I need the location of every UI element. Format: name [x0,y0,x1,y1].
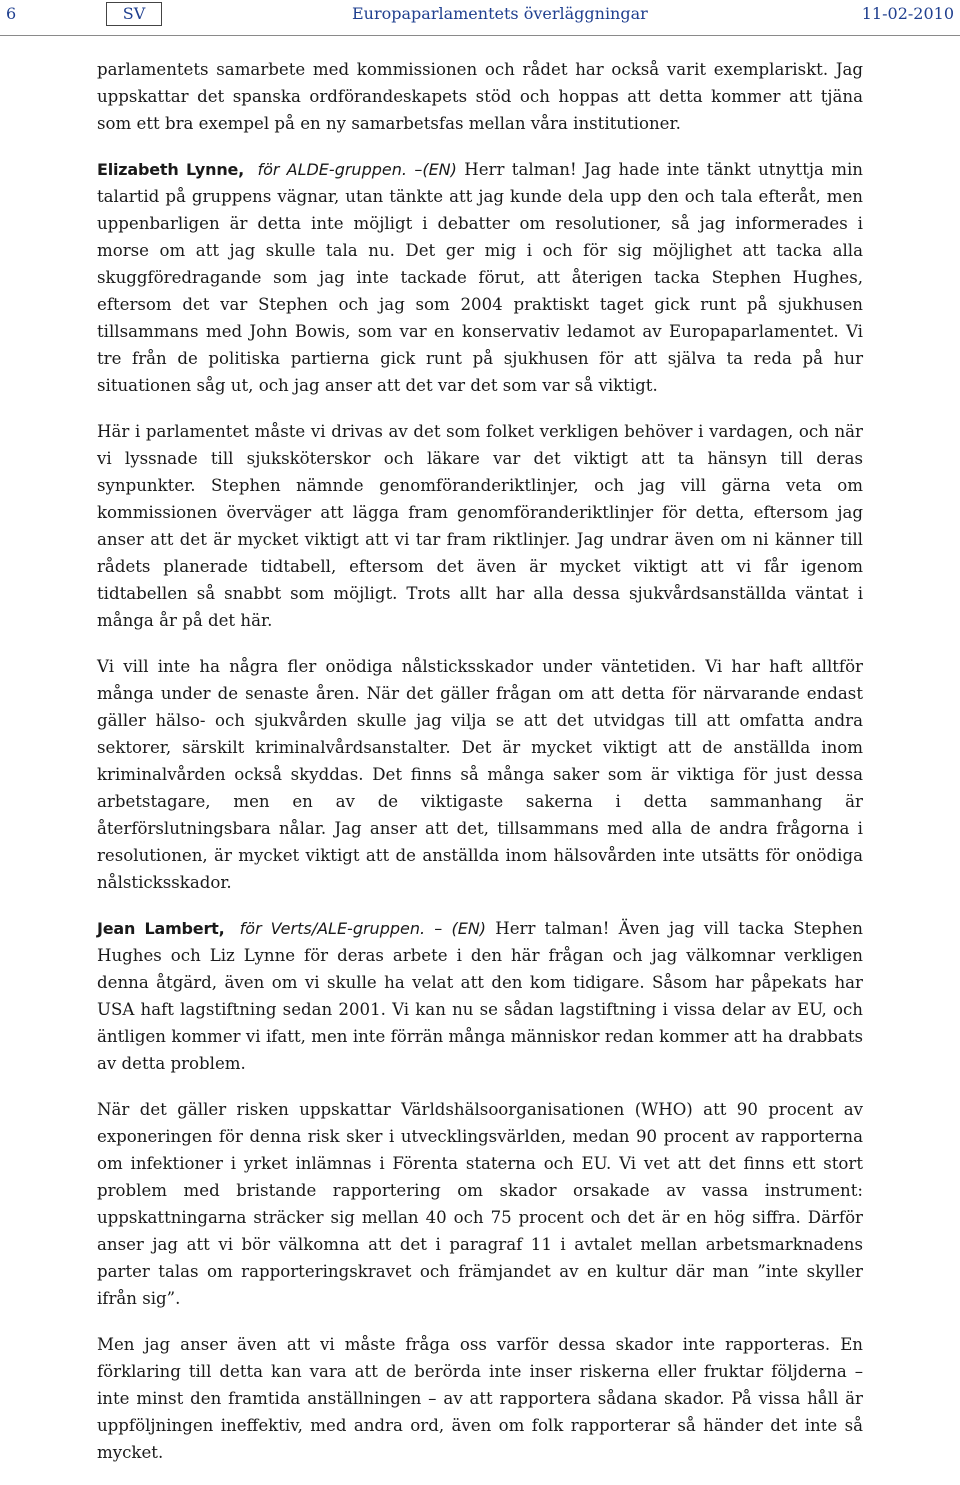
paragraph-text: Vi vill inte ha några fler onödiga nålsticksskador under väntetiden. Vi har haft alltför många under de senaste åren. När det gäller frågan om att detta för närvarande endast gäller hälso- och sjukvården skulle jag vilja se att det utvidgas till att omfatta andra sektorer, särskilt kriminalvårdsanstalter. Det är mycket viktigt att de anställda inom kriminalvården också skyddas. Det finns så många saker som är viktiga för just dessa arbetstagare, men en av de viktigaste sakerna i detta sammanhang är återförslutningsbara nålar. Jag anser att det, tillsammans med alla de andra frågorna i resolutionen, är mycket viktigt att de anställda inom hälsovården inte utsätts för onödiga nålsticksskador. [97,657,863,892]
paragraph-text: parlamentets samarbete med kommissionen och rådet har också varit exemplariskt. Jag uppskattar det spanska ordförandeskapets stöd och hoppas att detta kommer att tjäna som ett bra exempel på en ny samarbetsfas mellan våra institutioner. [97,60,863,133]
speaker-affiliation: för ALDE-gruppen. [257,160,407,179]
dash-separator: – [414,160,423,179]
speech-paragraph [97,915,863,1077]
language-tag: (EN) [422,160,457,179]
language-tag: (EN) [451,919,487,938]
language-badge: SV [106,2,162,26]
speech-paragraph [97,156,863,399]
document-date: 11-02-2010 [861,4,954,23]
paragraph [97,1331,863,1466]
dash-separator: – [434,919,443,938]
document-title: Europaparlamentets överläggningar [352,4,648,23]
paragraph [97,418,863,634]
paragraph-text: Här i parlamentet måste vi drivas av det som folket verkligen behöver i vardagen, och när vi lyssnade till sjuksköterskor och läkare var det viktigt att ta hänsyn till deras synpunkter. Stephen nämnde genomföranderiktlinjer, och jag vill gärna veta om kommissionen överväger att lägga fram genomföranderiktlinjer för detta, eftersom jag anser att det är mycket viktigt att vi tar fram riktlinjer. Jag undrar även om ni känner till rådets planerade tidtabell, eftersom det även är mycket viktigt att vi får igenom tidtabellen så snabbt som möjligt. Trots allt har alla dessa sjukvårdsanställda väntat i många år på det här. [97,422,863,630]
paragraph-text: Herr talman! Även jag vill tacka Stephen Hughes och Liz Lynne för deras arbete i den här frågan och jag välkomnar verkligen denna åtgärd, även om vi skulle ha velat att den kom tidigare. Såsom har påpekats har USA haft lagstiftning sedan 2001. Vi kan nu se sådan lagstiftning i vissa delar av EU, och äntligen kommer vi ifatt, men inte förrän många människor redan kommer att ha drabbats av detta problem. [97,919,863,1073]
paragraph [97,653,863,896]
page-number: 6 [6,4,17,23]
speaker-affiliation: för Verts/ALE-gruppen. [239,919,426,938]
speaker-name: Jean Lambert, [97,919,225,938]
speaker-name: Elizabeth Lynne, [97,160,245,179]
document-body [97,56,863,1485]
page-header [0,0,960,36]
paragraph-text: Men jag anser även att vi måste fråga oss varför dessa skador inte rapporteras. En förklaring till detta kan vara att de berörda inte inser riskerna eller fruktar följderna – inte minst den framtida anställningen – av att rapportera sådana skador. På vissa håll är uppföljningen ineffektiv, med andra ord, även om folk rapporterar så händer det inte så mycket. [97,1335,863,1462]
paragraph [97,56,863,137]
paragraph [97,1096,863,1312]
paragraph-text: Herr talman! Jag hade inte tänkt utnyttja min talartid på gruppens vägnar, utan tänkte att jag kunde dela upp den och tala efteråt, men uppenbarligen är detta inte möjligt i debatter om resolutioner, så jag informerades i morse om att jag skulle tala nu. Det ger mig i och för sig möjlighet att tacka alla skuggföredragande som jag inte tackade förut, att återigen tacka Stephen Hughes, eftersom det var Stephen och jag som 2004 praktiskt taget gick runt på sjukhusen tillsammans med John Bowis, som var en konservativ ledamot av Europaparlamentet. Vi tre från de politiska partierna gick runt på sjukhusen för att själva ta reda på hur situationen såg ut, och jag anser att det var det som var så viktigt. [97,160,863,395]
paragraph-text: När det gäller risken uppskattar Världshälsoorganisationen (WHO) att 90 procent av exponeringen för denna risk sker i utvecklingsvärlden, medan 90 procent av rapporterna om infektioner i yrket inlämnas i Förenta staterna och EU. Vi vet att det finns ett stort problem med bristande rapportering om skador orsakade av vassa instrument: uppskattningarna sträcker sig mellan 40 och 75 procent och det är en hög siffra. Därför anser jag att vi bör välkomna att det i paragraf 11 i avtalet mellan arbetsmarknadens parter talas om rapporteringskravet och främjandet av en kultur där man ”inte skyller ifrån sig”. [97,1100,863,1308]
